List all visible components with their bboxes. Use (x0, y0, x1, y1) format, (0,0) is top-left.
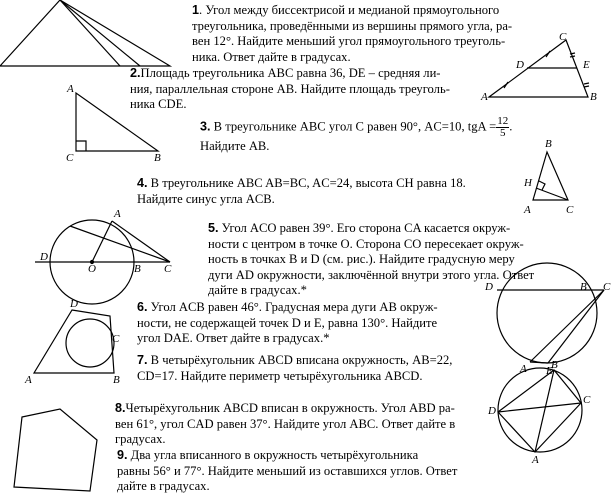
problem-8-number: 8. (115, 401, 126, 415)
problem-9 (117, 448, 457, 495)
label-f5-b: B (134, 263, 141, 275)
label-f5-o: O (88, 263, 96, 275)
problem-4-line-1: В треугольнике ABC AB=BC, AC=24, высота CH равна 18. (150, 176, 466, 190)
label-f8-a: A (532, 454, 539, 466)
label-f8-b: B (551, 359, 558, 371)
problem-5 (208, 221, 534, 299)
problem-1-line-4: ника. Ответ дайте в градусах. (192, 49, 351, 64)
problem-1 (192, 3, 512, 65)
problem-9-line-3: дайте в градусах. (117, 479, 210, 493)
label-f7-c: C (112, 333, 120, 345)
label-f6-a: A (520, 363, 527, 375)
problem-8-line-1: Четырёхугольник ABCD вписан в окружность. Угол ABD ра- (125, 401, 455, 415)
problem-5-line-3: ность в точках B и D (см. рис.). Найдите градусную меру (208, 252, 515, 266)
problem-6-line-1: Угол ACB равен 46°. Градусная мера дуги AB окруж- (150, 300, 438, 314)
problem-9-line-2: равны 56° и 77°. Найдите меньший из оставшихся углов. Ответ (117, 463, 458, 478)
fraction-12-5 (496, 116, 509, 139)
label-f2-e: E (583, 59, 590, 71)
label-f2-d: D (516, 59, 524, 71)
problem-2-number: 2. (130, 66, 141, 80)
problem-7-number: 7. (137, 353, 148, 367)
label-f5-c: C (164, 263, 172, 275)
label-f4-c: C (566, 204, 574, 216)
problem-7-line-1: В четырёхугольник ABCD вписана окружность, AB=22, (150, 353, 453, 367)
label-f3-c: C (66, 152, 74, 164)
problem-5-line-2: ности с центром в точке O. Сторона CO пересекает окруж- (208, 236, 524, 251)
label-f6-d: D (485, 281, 493, 293)
figure-1 (0, 0, 170, 66)
label-f6-c: C (603, 281, 611, 293)
problem-2-line-1: Площадь треугольника ABC равна 36, DE – средняя ли- (140, 66, 441, 80)
label-f7-d: D (70, 298, 78, 310)
figure-4 (533, 152, 568, 200)
problem-6-line-3: угол DAE. Ответ дайте в градусах.* (137, 331, 330, 345)
label-f6-b: B (580, 281, 587, 293)
problem-3-line-1: В треугольнике ABC угол C равен 90°, AC=10, tgA = (213, 119, 497, 134)
problem-1-line-2: треугольника, проведёнными из вершины прямого угла, ра- (192, 18, 513, 33)
problem-6-number: 6. (137, 300, 148, 314)
fraction-denominator: 5 (499, 127, 506, 139)
label-f7-b: B (113, 374, 120, 386)
problem-5-number: 5. (208, 221, 219, 235)
problem-4-number: 4. (137, 176, 148, 190)
problem-6 (137, 300, 438, 347)
label-f3-b: B (154, 152, 161, 164)
problem-2-line-2: ния, параллельная стороне AB. Найдите площадь треуголь- (130, 81, 450, 96)
figure-9 (14, 409, 97, 491)
problem-8-line-3: градусах. (115, 432, 166, 446)
problem-8-line-2: вен 61°, угол CAD равен 37°. Найдите угол ABC. Ответ дайте в (115, 416, 456, 431)
problem-3-line-1-end: . (509, 119, 513, 134)
label-f5-d: D (40, 251, 48, 263)
problem-3-line-2: Найдите AB. (200, 139, 270, 153)
problem-3-number: 3. (200, 119, 211, 134)
problem-5-line-5: дайте в градусах.* (208, 283, 307, 297)
problem-2-line-3: ника CDE. (130, 97, 187, 111)
problem-2 (130, 66, 450, 113)
problem-1-number: 1 (192, 3, 200, 17)
figure-7 (34, 310, 114, 373)
problem-4 (137, 176, 466, 207)
label-f6-e: E (546, 365, 553, 377)
label-f4-b: B (545, 138, 552, 150)
problem-7 (137, 353, 452, 384)
problem-9-line-1: Два угла вписанного в окружность четырёхугольника (130, 448, 419, 462)
label-f2-a: A (481, 91, 488, 103)
problem-9-number: 9. (117, 448, 128, 462)
label-f4-a: A (524, 204, 531, 216)
problem-5-line-4: дуги AD окружности, заключённой внутри этого угла. Ответ (208, 267, 535, 282)
label-f4-h: H (524, 177, 532, 189)
problem-8 (115, 401, 455, 448)
label-f2-c: C (559, 31, 567, 43)
label-f8-d: D (488, 405, 496, 417)
figure-5 (35, 220, 170, 304)
label-f2-b: B (590, 91, 597, 103)
label-f8-c: C (583, 394, 591, 406)
fraction-numerator: 12 (497, 115, 509, 127)
problem-5-line-1: Угол ACO равен 39°. Его сторона CA касается окруж- (221, 221, 511, 235)
problem-4-line-2: Найдите синус угла ACB. (137, 191, 275, 206)
label-f5-a: A (114, 208, 121, 220)
problem-1-line-3: вен 12°. Найдите меньший угол прямоугольного треуголь- (192, 34, 506, 48)
label-f7-a: A (25, 374, 32, 386)
label-f3-a: A (67, 83, 74, 95)
problem-1-line-1: . Угол между биссектрисой и медианой прямоугольного (199, 3, 500, 17)
problem-6-line-2: ности, не содержащей точек D и E, равна 130°. Найдите (137, 315, 438, 330)
problem-3 (200, 116, 512, 155)
problem-7-line-2: CD=17. Найдите периметр четырёхугольника ABCD. (137, 368, 423, 383)
figure-8 (498, 368, 582, 452)
